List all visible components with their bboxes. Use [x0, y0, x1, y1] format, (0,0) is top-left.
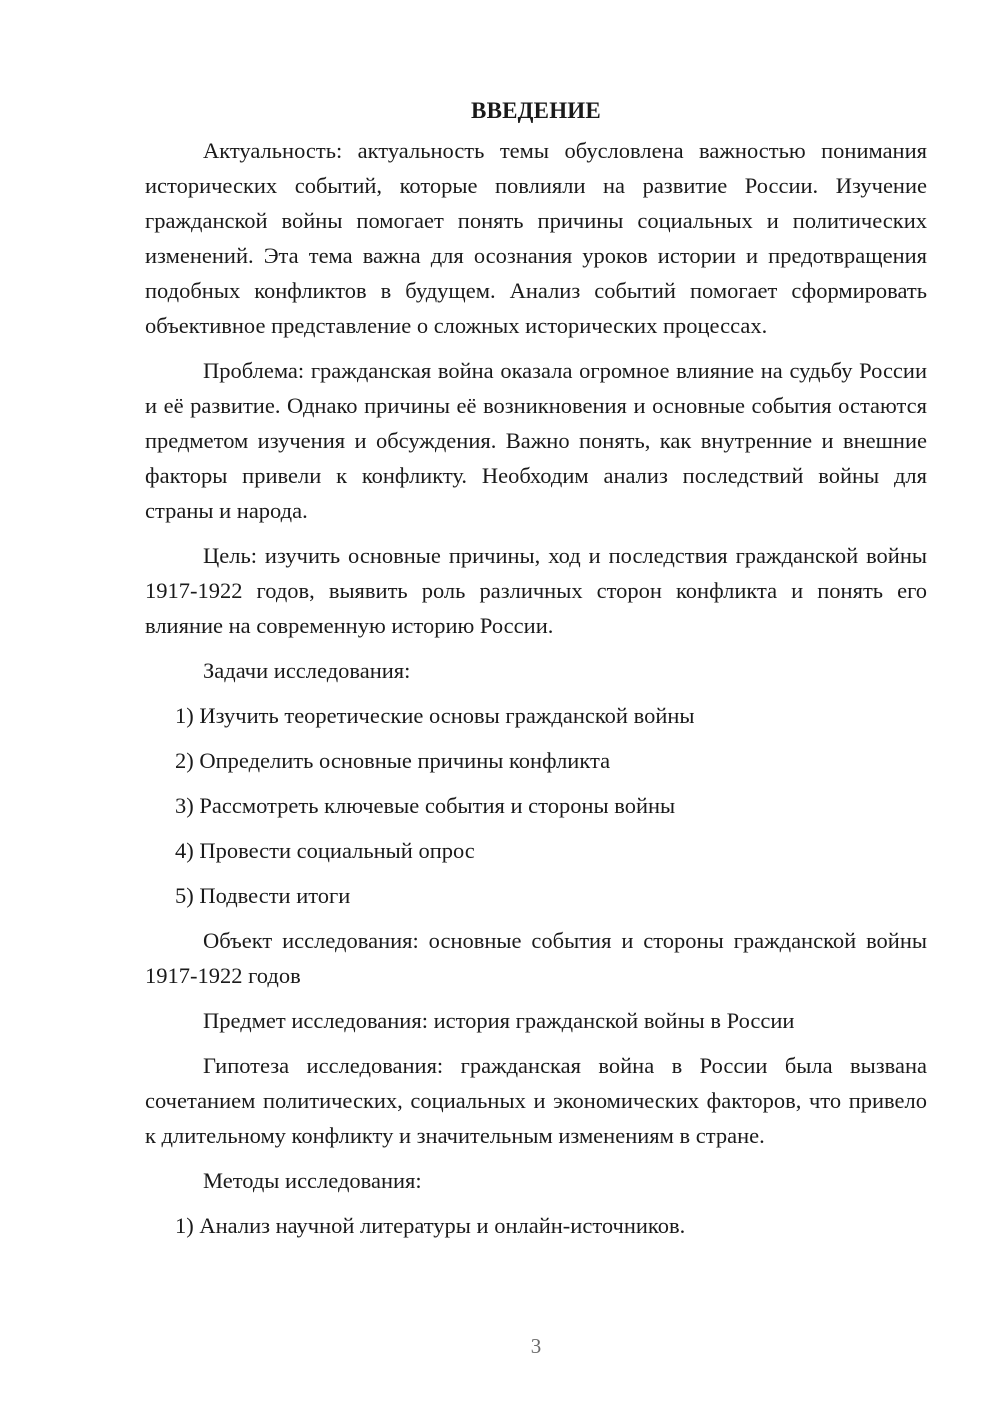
task-item: 3) Рассмотреть ключевые события и стороны войны	[175, 793, 676, 818]
task-item: 5) Подвести итоги	[175, 883, 351, 908]
object-paragraph: Объект исследования: основные события и стороны гражданской войны 1917-1922 годов	[145, 928, 927, 988]
relevance-paragraph: Актуальность: актуальность темы обусловлена важностью понимания исторических событий, которые повлияли на развитие России. Изучение гражданской войны помогает понять причины социальных и политических изменений. Эта тема важна для осознания уроков истории и предотвращения подобных конфликтов в будущем. Анализ событий помогает сформировать объективное представление о сложных исторических процессах.	[145, 138, 927, 338]
tasks-list	[145, 698, 927, 913]
page-number: 3	[530, 1334, 542, 1358]
methods-list	[145, 1208, 927, 1243]
method-item: 1) Анализ научной литературы и онлайн-источников.	[175, 1213, 686, 1238]
section-title: ВВЕДЕНИЕ	[471, 98, 601, 123]
task-item: 1) Изучить теоретические основы гражданской войны	[175, 703, 695, 728]
task-item: 2) Определить основные причины конфликта	[175, 748, 611, 773]
task-item: 4) Провести социальный опрос	[175, 838, 475, 863]
document-page	[145, 95, 927, 1253]
tasks-heading: Задачи исследования:	[203, 658, 411, 683]
goal-paragraph: Цель: изучить основные причины, ход и последствия гражданской войны 1917-1922 годов, выявить роль различных сторон конфликта и понять его влияние на современную историю России.	[145, 543, 927, 638]
hypothesis-paragraph: Гипотеза исследования: гражданская война в России была вызвана сочетанием политических, социальных и экономических факторов, что привело к длительному конфликту и значительным изменениям в стране.	[145, 1053, 927, 1148]
subject-paragraph: Предмет исследования: история гражданской войны в России	[203, 1008, 795, 1033]
problem-paragraph: Проблема: гражданская война оказала огромное влияние на судьбу России и её развитие. Однако причины её возникновения и основные события остаются предметом изучения и обсуждения. Важно понять, как внутренние и внешние факторы привели к конфликту. Необходим анализ последствий войны для страны и народа.	[145, 358, 927, 523]
methods-heading: Методы исследования:	[203, 1168, 422, 1193]
